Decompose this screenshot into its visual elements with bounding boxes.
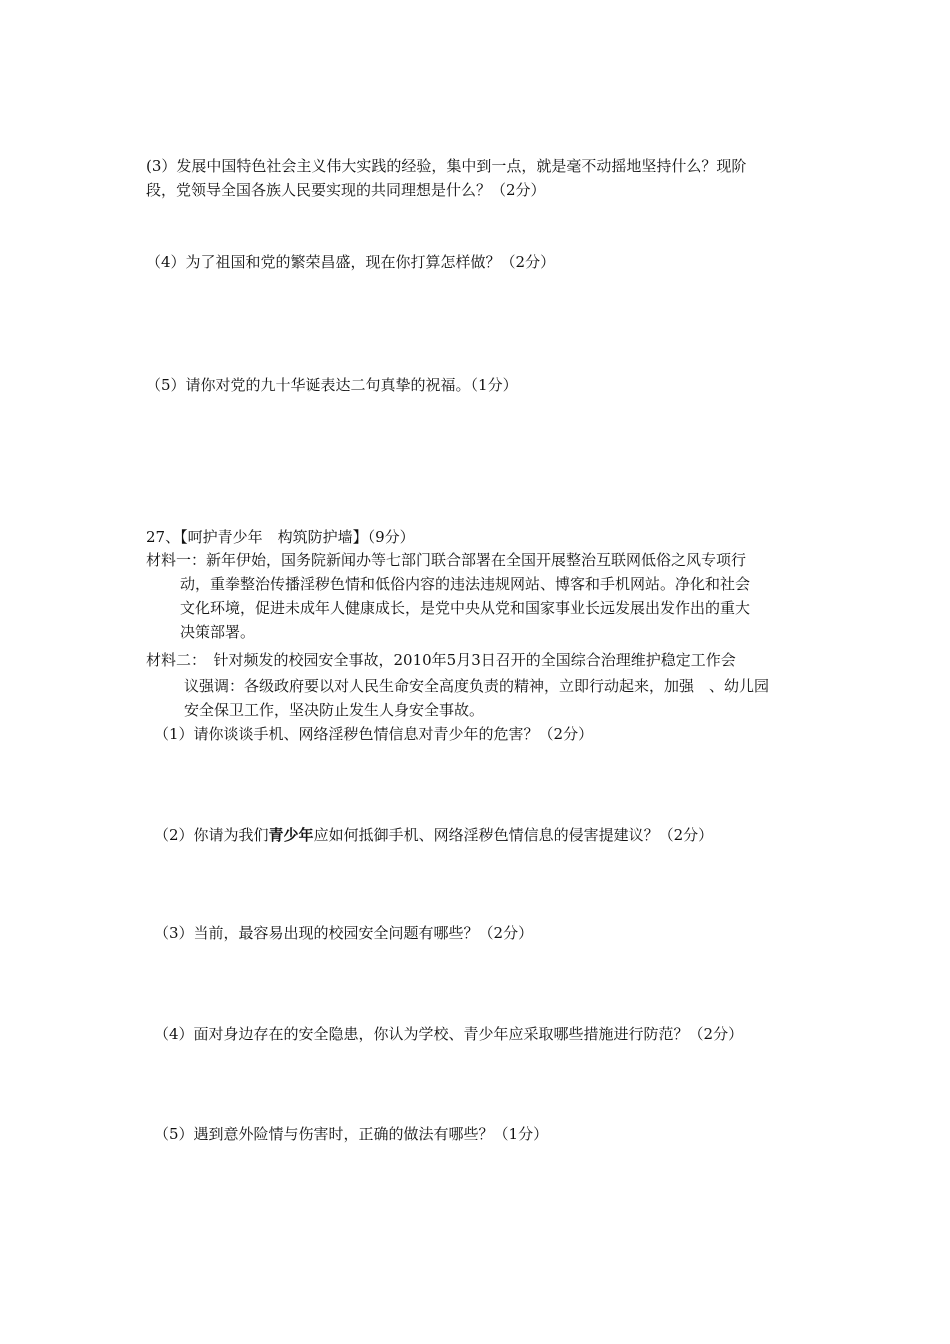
material-1-line-3: 文化环境，促进未成年人健康成长，是党中央从党和国家事业长远发展出发作出的重大: [180, 599, 751, 617]
question-27-2: [154, 825, 713, 845]
question-27-1: （1）请你谈谈手机、网络淫秽色情信息对青少年的危害？（2分）: [154, 725, 594, 743]
material-2-line-1: 材料二： 针对频发的校园安全事故，2010年5月3日召开的全国综合治理维护稳定工作会: [146, 651, 736, 669]
question-27-heading: 27、【呵护青少年 构筑防护墙】（9分）: [146, 528, 415, 546]
material-2-line-3: 安全保卫工作，坚决防止发生人身安全事故。: [184, 701, 485, 719]
question-27-2-prefix: （2）你请为我们: [154, 826, 269, 844]
question-5: （5）请你对党的九十华诞表达二句真挚的祝福。（1分）: [146, 376, 518, 394]
question-27-2-emphasis: 青少年: [268, 826, 314, 844]
material-1-line-2: 动，重拳整治传播淫秽色情和低俗内容的违法违规网站、博客和手机网站。净化和社会: [180, 575, 751, 593]
question-4: （4）为了祖国和党的繁荣昌盛，现在你打算怎样做？（2分）: [146, 253, 556, 271]
question-3-line-1: (3）发展中国特色社会主义伟大实践的经验，集中到一点，就是毫不动摇地坚持什么？现阶: [146, 157, 747, 175]
material-2-line-2: 议强调：各级政府要以对人民生命安全高度负责的精神，立即行动起来，加强 、幼儿园: [184, 677, 770, 695]
material-1-line-4: 决策部署。: [180, 623, 256, 641]
question-3-line-2: 段，党领导全国各族人民要实现的共同理想是什么？（2分）: [146, 181, 546, 199]
question-27-5: （5）遇到意外险情与伤害时，正确的做法有哪些？（1分）: [154, 1125, 549, 1143]
question-27-2-suffix: 应如何抵御手机、网络淫秽色情信息的侵害提建议？（2分）: [313, 826, 714, 844]
material-1-line-1: 材料一：新年伊始，国务院新闻办等七部门联合部署在全国开展整治互联网低俗之风专项行: [146, 551, 747, 569]
question-27-3: （3）当前，最容易出现的校园安全问题有哪些？（2分）: [154, 924, 534, 942]
question-27-4: （4）面对身边存在的安全隐患，你认为学校、青少年应采取哪些措施进行防范？（2分）: [154, 1025, 744, 1043]
